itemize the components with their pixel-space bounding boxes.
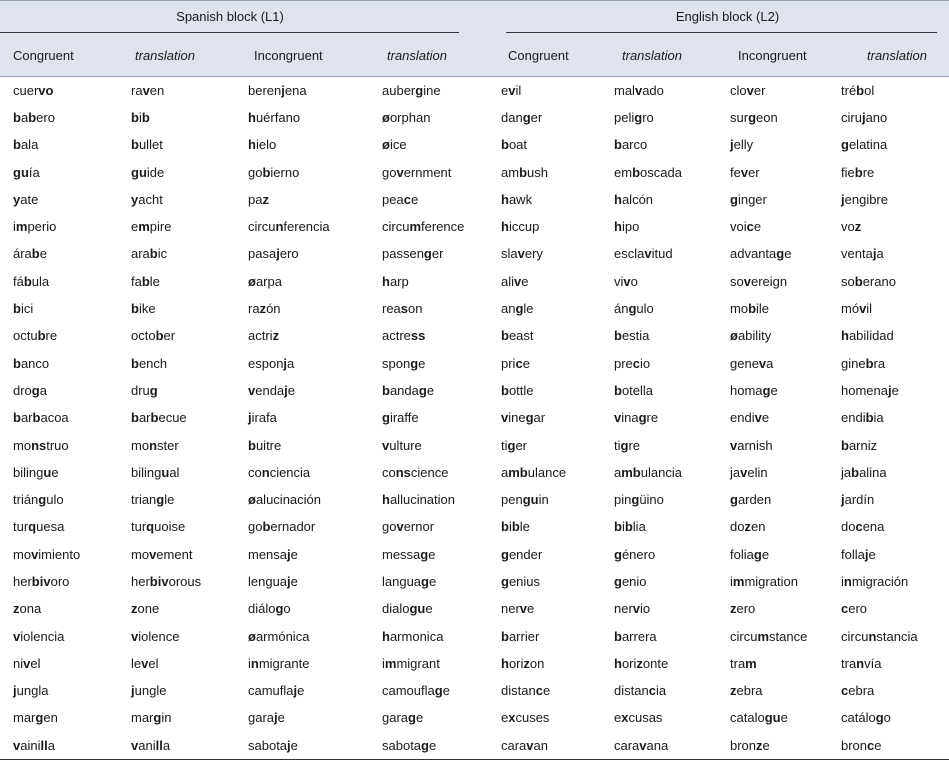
cell-spanish-congruent: margen (13, 710, 58, 726)
table-row (0, 514, 949, 541)
cell-english-congruent: bottle (501, 382, 534, 398)
cell-english-incongruent: sovereign (730, 273, 788, 289)
cell-english-incongruent: circumstance (730, 628, 808, 644)
cell-english-incongruent: homage (730, 382, 778, 398)
table-row (0, 132, 949, 159)
cell-spanish-incongruent-translation: bandage (382, 382, 435, 398)
cell-english-congruent: penguin (501, 492, 549, 508)
cell-english-incongruent: surgeon (730, 109, 778, 125)
cell-english-congruent-translation: caravana (614, 737, 669, 753)
cell-english-incongruent: ginger (730, 191, 767, 207)
cell-english-congruent: nerve (501, 601, 535, 617)
cell-english-incongruent-translation: tranvía (841, 655, 882, 671)
col-header-incongruent: Incongruent (738, 48, 807, 63)
table-row (0, 568, 949, 595)
table-row (0, 486, 949, 513)
cell-spanish-incongruent-translation: message (382, 546, 436, 562)
cell-english-congruent-translation: malvado (614, 82, 664, 98)
cell-spanish-congruent: bala (13, 137, 39, 153)
cell-english-congruent: distance (501, 683, 551, 699)
cell-english-incongruent-translation: bronce (841, 737, 882, 753)
cell-english-congruent-translation: vivo (614, 273, 638, 289)
english-block-title: English block (L2) (675, 9, 780, 24)
cell-spanish-congruent: zona (13, 601, 42, 617)
col-header-translation: translation (135, 48, 195, 63)
cell-english-incongruent: foliage (730, 546, 770, 562)
cell-english-congruent-translation: género (614, 546, 656, 562)
word-table (0, 76, 949, 760)
table-row (0, 295, 949, 322)
cell-spanish-congruent: turquesa (13, 519, 65, 535)
cell-english-congruent-translation: precio (614, 355, 651, 371)
cell-english-congruent: slavery (501, 246, 543, 262)
cell-english-congruent: hiccup (501, 219, 540, 235)
cell-english-incongruent-translation: fiebre (841, 164, 875, 180)
cell-english-congruent-translation: genio (614, 573, 647, 589)
cell-english-congruent: excuses (501, 710, 550, 726)
cell-english-incongruent: tram (730, 655, 757, 671)
cell-english-incongruent: garden (730, 492, 772, 508)
cell-english-congruent-translation: barco (614, 137, 648, 153)
cell-spanish-incongruent-translation: sponge (382, 355, 426, 371)
cell-spanish-congruent-translation: bench (131, 355, 168, 371)
cell-english-congruent: horizon (501, 655, 545, 671)
cell-spanish-incongruent-translation: harmonica (382, 628, 444, 644)
cell-spanish-congruent: babero (13, 109, 55, 125)
col-header-translation: translation (387, 48, 447, 63)
cell-spanish-congruent: bilingue (13, 464, 59, 480)
table-row (0, 678, 949, 705)
cell-english-incongruent-translation: catálogo (841, 710, 891, 726)
cell-english-congruent-translation: barrera (614, 628, 657, 644)
table-row (0, 350, 949, 377)
cell-spanish-congruent: guía (13, 164, 40, 180)
cell-spanish-incongruent: mensaje (248, 546, 298, 562)
cell-english-congruent-translation: biblia (614, 519, 646, 535)
table-row (0, 241, 949, 268)
cell-spanish-incongruent: øarmónica (248, 628, 310, 644)
cell-english-incongruent-translation: barniz (841, 437, 878, 453)
cell-english-congruent: genius (501, 573, 541, 589)
cell-spanish-incongruent: razón (248, 301, 281, 317)
cell-spanish-congruent-translation: october (131, 328, 176, 344)
cell-spanish-congruent: barbacoa (13, 410, 69, 426)
table-row (0, 323, 949, 350)
cell-english-incongruent: advantage (730, 246, 792, 262)
cell-english-congruent-translation: esclavitud (614, 246, 673, 262)
cell-spanish-incongruent-translation: hallucination (382, 492, 455, 508)
cell-english-congruent-translation: tigre (614, 437, 641, 453)
cell-english-incongruent-translation: docena (841, 519, 885, 535)
table-row (0, 377, 949, 404)
cell-spanish-congruent: árabe (13, 246, 47, 262)
cell-spanish-incongruent-translation: peace (382, 191, 419, 207)
cell-english-congruent: price (501, 355, 530, 371)
cell-spanish-congruent: imperio (13, 219, 57, 235)
col-header-translation: translation (622, 48, 682, 63)
cell-spanish-incongruent: diálogo (248, 601, 291, 617)
cell-spanish-congruent-translation: arabic (131, 246, 168, 262)
cell-english-congruent-translation: pingüino (614, 492, 664, 508)
cell-english-incongruent-translation: inmigración (841, 573, 909, 589)
cell-english-incongruent-translation: gelatina (841, 137, 888, 153)
cell-english-incongruent-translation: cebra (841, 683, 875, 699)
cell-spanish-incongruent-translation: language (382, 573, 437, 589)
cell-english-incongruent: clover (730, 82, 766, 98)
cell-spanish-incongruent: paz (248, 191, 269, 207)
cell-english-incongruent-translation: cero (841, 601, 868, 617)
cell-spanish-congruent: herbivoro (13, 573, 70, 589)
cell-english-incongruent: geneva (730, 355, 774, 371)
cell-spanish-incongruent: gobernador (248, 519, 316, 535)
cell-spanish-incongruent-translation: dialogue (382, 601, 433, 617)
table-row (0, 623, 949, 650)
cell-spanish-congruent-translation: empire (131, 219, 172, 235)
cell-spanish-incongruent: esponja (248, 355, 295, 371)
cell-english-incongruent-translation: follaje (841, 546, 876, 562)
cell-english-incongruent: immigration (730, 573, 798, 589)
cell-spanish-incongruent: vendaje (248, 382, 296, 398)
cell-english-congruent: bible (501, 519, 530, 535)
cell-english-incongruent-translation: circunstancia (841, 628, 918, 644)
cell-spanish-congruent-translation: herbivorous (131, 573, 202, 589)
cell-english-incongruent-translation: ventaja (841, 246, 884, 262)
cell-spanish-congruent-translation: raven (131, 82, 165, 98)
cell-english-congruent: beast (501, 328, 534, 344)
cell-spanish-incongruent-translation: øice (382, 137, 407, 153)
cell-english-congruent-translation: nervio (614, 601, 651, 617)
cell-english-incongruent-translation: endibia (841, 410, 884, 426)
cell-spanish-congruent-translation: guide (131, 164, 165, 180)
cell-english-incongruent-translation: móvil (841, 301, 873, 317)
cell-spanish-congruent-translation: jungle (131, 683, 167, 699)
cell-spanish-incongruent: gobierno (248, 164, 300, 180)
cell-english-congruent: angle (501, 301, 534, 317)
cell-english-incongruent: catalogue (730, 710, 788, 726)
cell-spanish-congruent-translation: violence (131, 628, 180, 644)
cell-english-incongruent-translation: habilidad (841, 328, 894, 344)
table-row (0, 159, 949, 186)
cell-spanish-congruent: fábula (13, 273, 50, 289)
cell-english-incongruent-translation: cirujano (841, 109, 888, 125)
spanish-block-title: Spanish block (L1) (176, 9, 284, 24)
table-row (0, 432, 949, 459)
cell-english-congruent: caravan (501, 737, 548, 753)
cell-english-congruent-translation: halcón (614, 191, 654, 207)
cell-english-incongruent: javelin (730, 464, 768, 480)
cell-spanish-congruent: monstruo (13, 437, 69, 453)
cell-spanish-incongruent-translation: passenger (382, 246, 444, 262)
cell-spanish-incongruent-translation: reason (382, 301, 423, 317)
cell-spanish-incongruent: øarpa (248, 273, 282, 289)
cell-spanish-congruent: vainilla (13, 737, 55, 753)
cell-english-congruent: hawk (501, 191, 533, 207)
cell-spanish-congruent: droga (13, 382, 47, 398)
cell-spanish-incongruent: conciencia (248, 464, 311, 480)
cell-spanish-incongruent-translation: øorphan (382, 109, 431, 125)
cell-spanish-incongruent: lenguaje (248, 573, 298, 589)
table-row (0, 596, 949, 623)
table-row (0, 213, 949, 240)
cell-spanish-incongruent: buitre (248, 437, 282, 453)
cell-spanish-congruent: movimiento (13, 546, 81, 562)
table-row (0, 405, 949, 432)
cell-spanish-incongruent-translation: government (382, 164, 452, 180)
cell-english-incongruent-translation: ginebra (841, 355, 886, 371)
col-header-translation: translation (867, 48, 927, 63)
cell-spanish-congruent: banco (13, 355, 50, 371)
table-row (0, 650, 949, 677)
cell-english-congruent-translation: ángulo (614, 301, 654, 317)
cell-english-congruent-translation: emboscada (614, 164, 682, 180)
cell-english-congruent: tiger (501, 437, 528, 453)
cell-english-congruent: evil (501, 82, 522, 98)
cell-spanish-congruent-translation: level (131, 655, 159, 671)
cell-english-incongruent: fever (730, 164, 760, 180)
table-row (0, 268, 949, 295)
cell-spanish-congruent-translation: triangle (131, 492, 175, 508)
cell-spanish-congruent-translation: bullet (131, 137, 163, 153)
cell-english-incongruent: voice (730, 219, 762, 235)
cell-english-congruent: alive (501, 273, 529, 289)
cell-english-congruent: barrier (501, 628, 540, 644)
cell-english-incongruent: jelly (730, 137, 754, 153)
cell-spanish-congruent-translation: barbecue (131, 410, 187, 426)
cell-english-congruent-translation: ambulancia (614, 464, 682, 480)
cell-spanish-incongruent-translation: giraffe (382, 410, 419, 426)
english-block-rule (506, 32, 937, 33)
cell-english-incongruent-translation: jengibre (841, 191, 888, 207)
cell-spanish-congruent: jungla (13, 683, 49, 699)
cell-spanish-incongruent: berenjena (248, 82, 307, 98)
cell-spanish-congruent: octubre (13, 328, 58, 344)
cell-spanish-congruent-translation: bib (131, 109, 150, 125)
cell-english-incongruent-translation: jabalina (841, 464, 887, 480)
cell-spanish-incongruent-translation: aubergine (382, 82, 441, 98)
table-row (0, 77, 949, 105)
cell-english-incongruent: varnish (730, 437, 773, 453)
cell-spanish-incongruent: camuflaje (248, 683, 305, 699)
cell-english-congruent-translation: bestia (614, 328, 650, 344)
table-row (0, 541, 949, 568)
cell-spanish-congruent-translation: zone (131, 601, 160, 617)
cell-spanish-congruent-translation: yacht (131, 191, 163, 207)
cell-spanish-incongruent-translation: harp (382, 273, 409, 289)
cell-english-incongruent: øability (730, 328, 772, 344)
spanish-block-rule (0, 32, 459, 33)
cell-spanish-incongruent: jirafa (248, 410, 277, 426)
cell-spanish-congruent: violencia (13, 628, 65, 644)
cell-spanish-incongruent-translation: garage (382, 710, 424, 726)
cell-spanish-incongruent: inmigrante (248, 655, 310, 671)
cell-spanish-incongruent-translation: vulture (382, 437, 422, 453)
cell-english-incongruent-translation: soberano (841, 273, 896, 289)
cell-english-incongruent-translation: jardín (841, 492, 875, 508)
cell-english-incongruent: zebra (730, 683, 763, 699)
cell-spanish-congruent-translation: bike (131, 301, 156, 317)
cell-spanish-incongruent: actriz (248, 328, 280, 344)
cell-spanish-congruent-translation: fable (131, 273, 160, 289)
cell-spanish-incongruent: øalucinación (248, 492, 321, 508)
cell-english-congruent: danger (501, 109, 543, 125)
table-row (0, 732, 949, 760)
cell-spanish-congruent: triángulo (13, 492, 64, 508)
cell-spanish-incongruent: circunferencia (248, 219, 330, 235)
cell-spanish-congruent: yate (13, 191, 39, 207)
table-row (0, 104, 949, 131)
cell-english-congruent: gender (501, 546, 543, 562)
cell-english-congruent-translation: vinagre (614, 410, 659, 426)
cell-english-congruent-translation: excusas (614, 710, 663, 726)
cell-english-incongruent: endive (730, 410, 770, 426)
cell-spanish-congruent-translation: turquoise (131, 519, 186, 535)
table-row (0, 459, 949, 486)
col-header-congruent: Congruent (508, 48, 569, 63)
cell-spanish-incongruent: huérfano (248, 109, 301, 125)
cell-spanish-incongruent-translation: governor (382, 519, 435, 535)
cell-spanish-incongruent: garaje (248, 710, 285, 726)
cell-spanish-incongruent-translation: camouflage (382, 683, 450, 699)
cell-english-incongruent: zero (730, 601, 756, 617)
cell-spanish-incongruent-translation: actress (382, 328, 426, 344)
table-row (0, 705, 949, 732)
cell-spanish-congruent-translation: vanilla (131, 737, 171, 753)
col-header-congruent: Congruent (13, 48, 74, 63)
cell-english-incongruent: mobile (730, 301, 770, 317)
cell-english-congruent-translation: horizonte (614, 655, 669, 671)
cell-english-incongruent-translation: voz (841, 219, 862, 235)
cell-spanish-incongruent: pasajero (248, 246, 299, 262)
cell-spanish-incongruent-translation: sabotage (382, 737, 437, 753)
cell-english-congruent: vinegar (501, 410, 546, 426)
cell-spanish-congruent: nivel (13, 655, 41, 671)
cell-english-congruent: boat (501, 137, 528, 153)
table-header (0, 0, 949, 77)
cell-english-congruent-translation: botella (614, 382, 654, 398)
cell-spanish-congruent: bici (13, 301, 34, 317)
cell-spanish-congruent-translation: margin (131, 710, 172, 726)
col-header-incongruent: Incongruent (254, 48, 323, 63)
cell-spanish-congruent-translation: drug (131, 382, 158, 398)
cell-spanish-congruent-translation: monster (131, 437, 179, 453)
cell-english-congruent-translation: hipo (614, 219, 640, 235)
cell-english-congruent-translation: peligro (614, 109, 654, 125)
table-body (0, 77, 949, 760)
cell-spanish-incongruent-translation: circumference (382, 219, 465, 235)
cell-english-incongruent-translation: trébol (841, 82, 875, 98)
cell-english-incongruent-translation: homenaje (841, 382, 899, 398)
cell-spanish-congruent-translation: bilingual (131, 464, 180, 480)
cell-spanish-incongruent: sabotaje (248, 737, 298, 753)
cell-english-incongruent: dozen (730, 519, 766, 535)
cell-english-incongruent: bronze (730, 737, 770, 753)
table-row (0, 186, 949, 213)
cell-spanish-congruent-translation: movement (131, 546, 193, 562)
cell-english-congruent: ambush (501, 164, 548, 180)
cell-spanish-congruent: cuervo (13, 82, 54, 98)
cell-spanish-incongruent: hielo (248, 137, 277, 153)
cell-english-congruent-translation: distancia (614, 683, 667, 699)
cell-spanish-incongruent-translation: conscience (382, 464, 449, 480)
cell-english-congruent: ambulance (501, 464, 567, 480)
cell-spanish-incongruent-translation: immigrant (382, 655, 440, 671)
